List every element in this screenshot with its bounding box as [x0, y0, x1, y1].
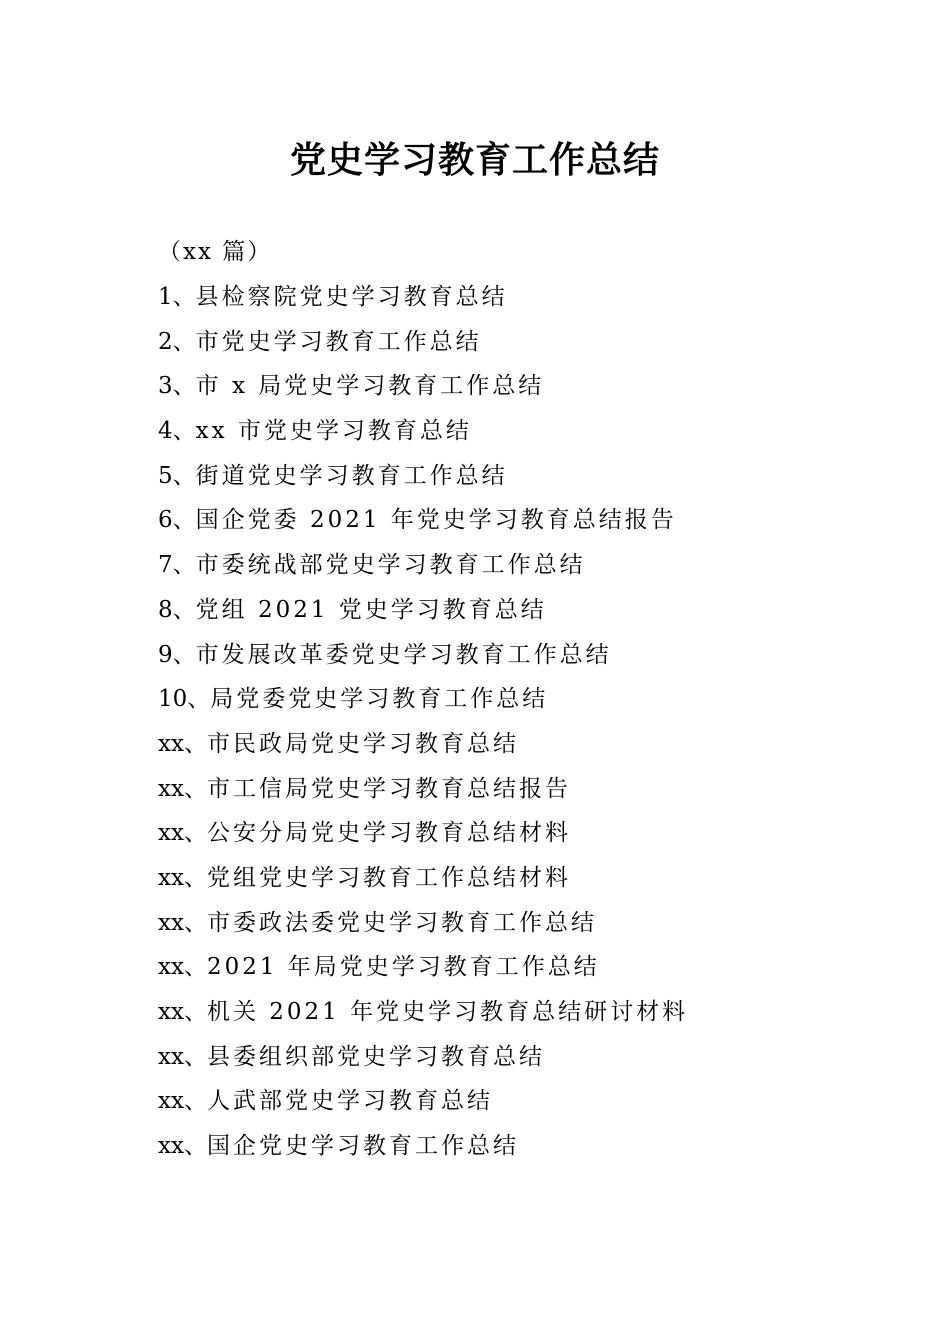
toc-item-number: 3、	[158, 373, 196, 400]
toc-item	[158, 771, 858, 816]
toc-item-text: 市委政法委党史学习教育工作总结	[206, 909, 597, 936]
toc-item	[158, 279, 858, 324]
toc-item	[158, 949, 858, 994]
toc-item-text: 市发展改革委党史学习教育工作总结	[195, 641, 612, 668]
toc-item-text: 党组党史学习教育工作总结材料	[206, 864, 571, 891]
toc-item-number: xx、	[158, 775, 207, 802]
toc-item	[158, 994, 858, 1039]
toc-item-text: 国企党史学习教育工作总结	[206, 1133, 519, 1160]
toc-item	[158, 1039, 858, 1084]
toc-item-number: xx、	[158, 730, 207, 757]
toc-item-number: 1、	[158, 284, 196, 310]
toc-item	[158, 502, 858, 547]
toc-item	[158, 681, 858, 726]
toc-item	[158, 726, 858, 771]
toc-item-number: 2、	[158, 328, 196, 355]
document-title: 党史学习教育工作总结	[289, 139, 660, 181]
toc-item-number: 6、	[158, 507, 196, 534]
toc-item-number: 10、	[158, 686, 211, 713]
toc-item	[158, 547, 858, 592]
toc-item	[158, 413, 858, 458]
toc-item-text: 国企党委 2021 年党史学习教育总结报告	[195, 507, 677, 534]
toc-item	[158, 1128, 858, 1173]
toc-item-text: 市工信局党史学习教育总结报告	[206, 775, 571, 802]
toc-item	[158, 905, 858, 950]
toc-item-text: 市党史学习教育工作总结	[195, 328, 482, 355]
toc-item-number: xx、	[158, 1088, 207, 1115]
table-of-contents	[158, 279, 858, 1173]
toc-item-text: 市委统战部党史学习教育工作总结	[195, 552, 586, 579]
toc-item	[158, 637, 858, 682]
toc-item-number: 5、	[158, 462, 196, 489]
toc-item-number: 9、	[158, 641, 196, 668]
toc-item-text: 公安分局党史学习教育总结材料	[206, 820, 571, 847]
toc-item	[158, 592, 858, 637]
toc-item-text: 机关 2021 年党史学习教育总结研讨材料	[206, 999, 689, 1025]
toc-item	[158, 815, 858, 860]
toc-item-number: 4、	[158, 418, 196, 445]
toc-item-number: xx、	[158, 999, 207, 1025]
toc-item-number: xx、	[158, 864, 207, 891]
toc-item-number: xx、	[158, 820, 207, 847]
toc-item-text: 局党委党史学习教育工作总结	[210, 686, 549, 713]
toc-item-number: 7、	[158, 552, 196, 579]
toc-item-text: 县检察院党史学习教育总结	[195, 284, 508, 310]
toc-item-text: 市民政局党史学习教育总结	[206, 730, 519, 757]
toc-item	[158, 368, 858, 413]
toc-item-text: 人武部党史学习教育总结	[206, 1088, 493, 1115]
toc-item-text: 党组 2021 党史学习教育总结	[195, 596, 547, 623]
toc-item	[158, 860, 858, 905]
toc-item-text: xx 市党史学习教育总结	[195, 418, 472, 445]
toc-item	[158, 458, 858, 503]
toc-item-number: xx、	[158, 1043, 207, 1070]
toc-item-text: 2021 年局党史学习教育工作总结	[206, 954, 600, 981]
document-subtitle: （xx 篇）	[158, 239, 273, 265]
toc-item	[158, 1083, 858, 1128]
toc-item	[158, 324, 858, 369]
toc-item-number: xx、	[158, 909, 207, 936]
toc-item-number: xx、	[158, 1133, 207, 1160]
toc-item-text: 市 x 局党史学习教育工作总结	[195, 373, 545, 400]
toc-item-number: 8、	[158, 596, 196, 623]
toc-item-text: 街道党史学习教育工作总结	[195, 462, 508, 489]
toc-item-number: xx、	[158, 954, 207, 981]
toc-item-text: 县委组织部党史学习教育总结	[206, 1043, 545, 1070]
